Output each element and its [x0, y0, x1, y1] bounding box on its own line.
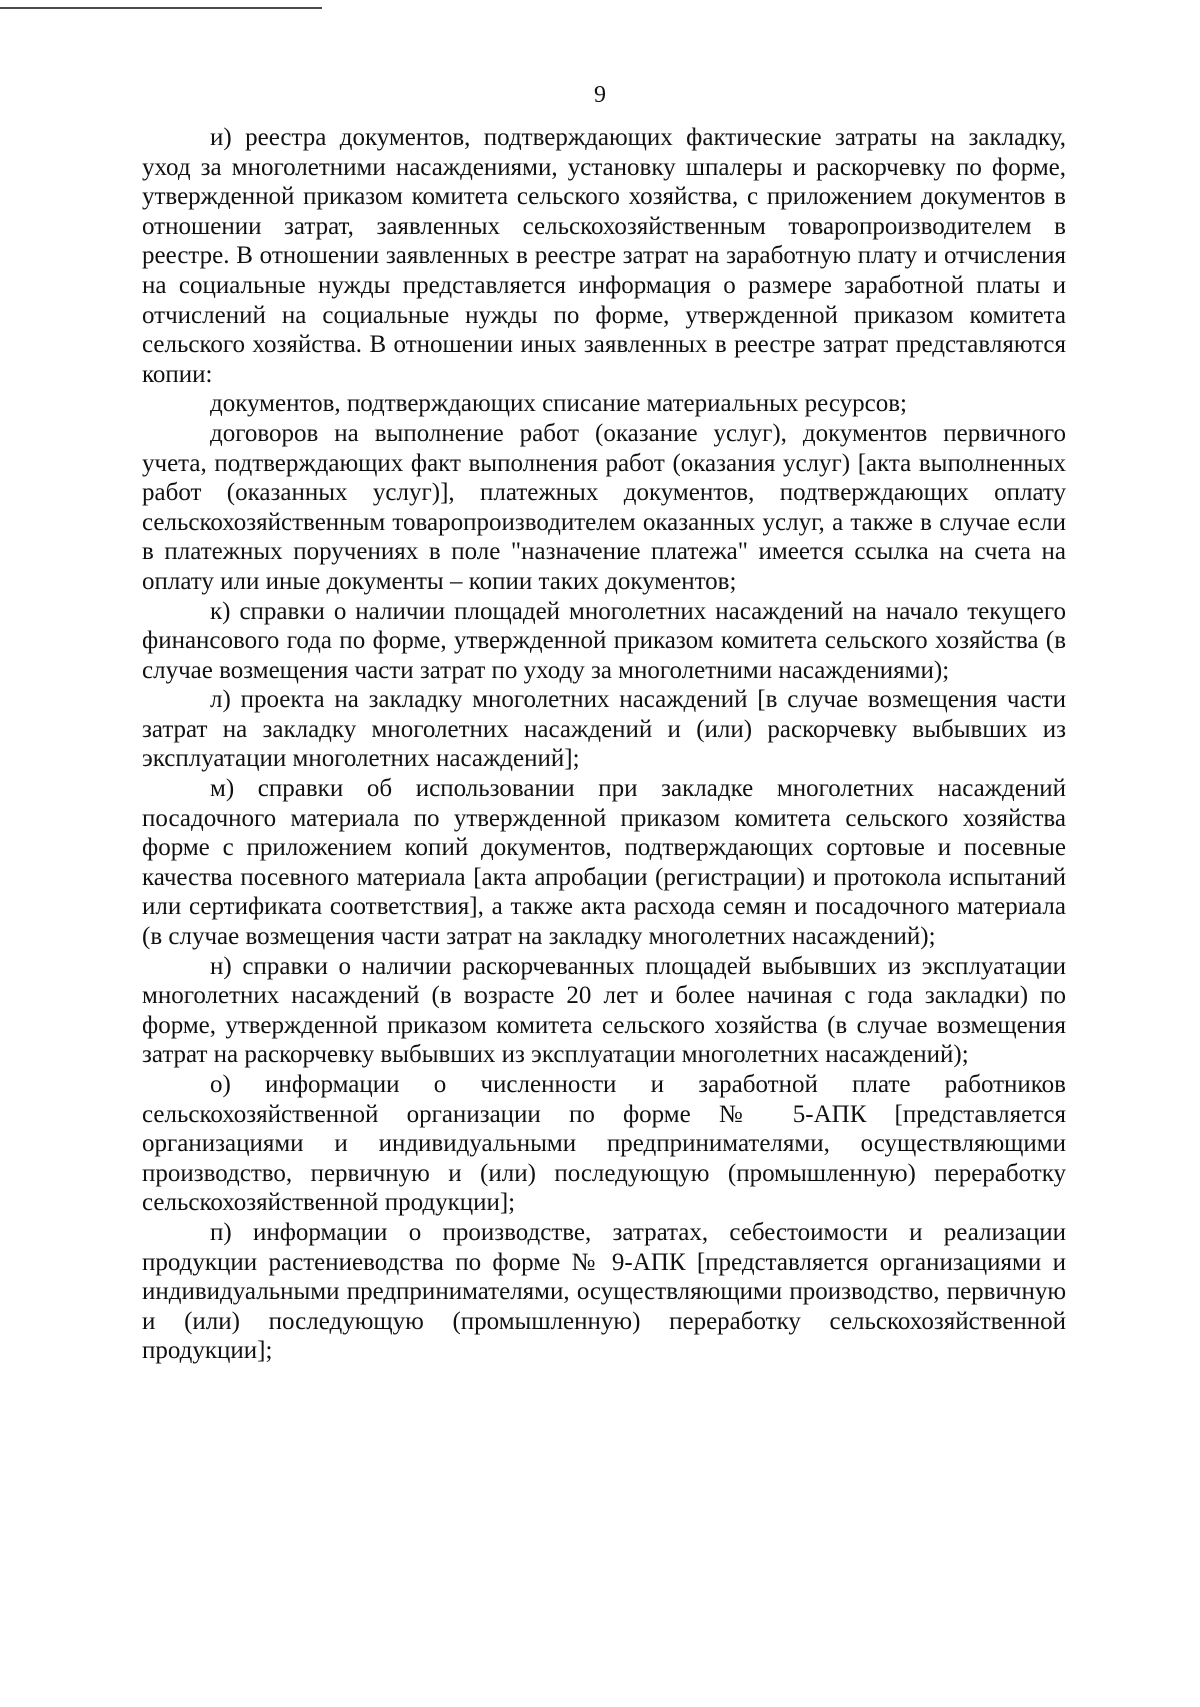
paragraph-l: л) проекта на закладку многолетних насаждений [в случае возмещения части затрат на закладку многолетних насаждений и (или) раскорчевку выбывших из эксплуатации многолетних насаждений]; [142, 686, 1066, 773]
paragraph-k: к) справки о наличии площадей многолетних насаждений на начало текущего финансового года по форме, утвержденной приказом комитета сельского хозяйства (в случае возмещения части затрат по уходу за многолетними насаждениями); [142, 597, 1066, 684]
paragraph-m: м) справки об использовании при закладке многолетних насаждений посадочного материала по утвержденной приказом комитета сельского хозяйства форме с приложением копий документов, подтверждающих сортовые и посевные качества посевного материала [акта апробации (регистрации) и протокола испытаний или сертификата соответствия], а также акта расхода семян и посадочного материала (в случае возмещения части затрат на закладку многолетних насаждений); [142, 775, 1066, 951]
top-rule-line [0, 7, 322, 9]
document-body [142, 123, 1066, 1366]
paragraph-i-contracts: договоров на выполнение работ (оказание услуг), документов первичного учета, подтверждающих факт выполнения работ (оказания услуг) [акта выполненных работ (оказанных услуг)], платежных документов, подтверждающих оплату сельскохозяйственным товаропроизводителем оказанных услуг, а также в случае если в платежных поручениях в поле "назначение платежа" имеется ссылка на счета на оплату или иные документы – копии таких документов; [142, 419, 1066, 595]
paragraph-i: и) реестра документов, подтверждающих фактические затраты на закладку, уход за многолетними насаждениями, установку шпалеры и раскорчевку по форме, утвержденной приказом комитета сельского хозяйства, с приложением документов в отношении затрат, заявленных сельскохозяйственным товаропроизводителем в реестре. В отношении заявленных в реестре затрат на заработную плату и отчисления на социальные нужды представляется информация о размере заработной платы и отчислений на социальные нужды по форме, утвержденной приказом комитета сельского хозяйства. В отношении иных заявленных в реестре затрат представляются копии: [142, 124, 1066, 388]
paragraph-p: п) информации о производстве, затратах, себестоимости и реализации продукции растениеводства по форме № 9-АПК [представляется организациями и индивидуальными предпринимателями, осуществляющими производство, первичную и (или) последующую (промышленную) переработку сельскохозяйственной продукции]; [142, 1218, 1066, 1365]
paragraph-o: о) информации о численности и заработной плате работников сельскохозяйственной организации по форме № 5-АПК [представляется организациями и индивидуальными предпринимателями, осуществляющими производство, первичную и (или) последующую (промышленную) переработку сельскохозяйственной продукции]; [142, 1071, 1066, 1217]
page-number: 9 [594, 82, 606, 108]
paragraph-i-material-docs: документов, подтверждающих списание материальных ресурсов; [210, 390, 907, 418]
paragraph-n: н) справки о наличии раскорчеванных площадей выбывших из эксплуатации многолетних насаждений (в возрасте 20 лет и более начиная с года закладки) по форме, утвержденной приказом комитета сельского хозяйства (в случае возмещения затрат на раскорчевку выбывших из эксплуатации многолетних насаждений); [142, 952, 1066, 1069]
